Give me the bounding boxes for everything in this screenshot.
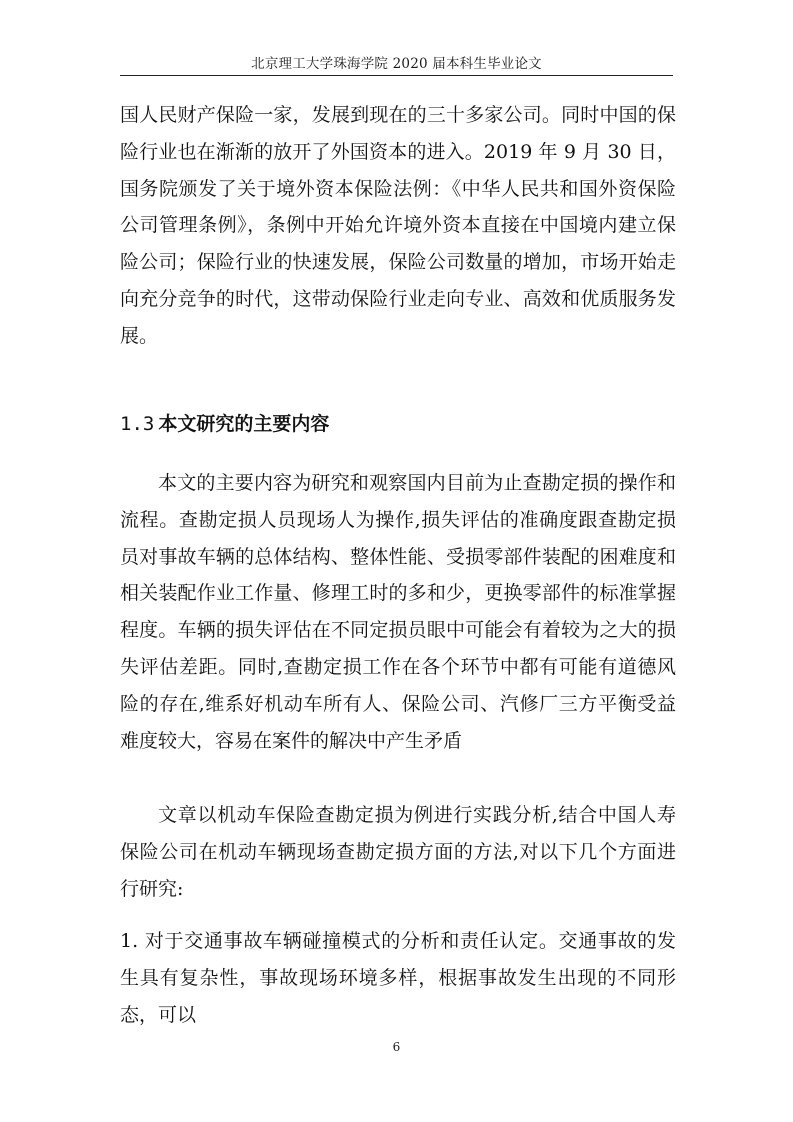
paragraph-method: 文章以机动车保险查勘定损为例进行实践分析,结合中国人寿保险公司在机动车辆现场查勘定损方面的方法,对以下几个方面进行研究: bbox=[120, 804, 676, 900]
page-number: 6 bbox=[392, 1040, 401, 1054]
section-title: 本文研究的主要内容 bbox=[158, 413, 330, 435]
section-number: 1.3 bbox=[120, 413, 155, 435]
page-header: 北京理工大学珠海学院 2020 届本科生毕业论文 bbox=[251, 56, 542, 72]
paragraph-list-item-1: 1. 对于交通事故车辆碰撞模式的分析和责任认定。交通事故的发生具有复杂性，事故现场环境多样，根据事故发生出现的不同形态，可以 bbox=[120, 930, 676, 1026]
paragraph-insurance-history: 国人民财产保险一家，发展到现在的三十多家公司。同时中国的保险行业也在渐渐的放开了外国资本的进入。2019 年 9 月 30 日，国务院颁发了关于境外资本保险法例：《中华人民共和国外资保险公司管理条例》，条例中开始允许境外资本直接在中国境内建立保险公司；保险行业的快速发展，保险公司数量的增加，市场开始走向充分竞争的时代，这带动保险行业走向专业、高效和优质服务发展。 bbox=[120, 104, 676, 347]
paragraph-main-content: 本文的主要内容为研究和观察国内目前为止查勘定损的操作和流程。查勘定损人员现场人为操作,损失评估的准确度跟查勘定损员对事故车辆的总体结构、整体性能、受损零部件装配的困难度和相关装配作业工作量、修理工时的多和少，更换零部件的标准掌握程度。车辆的损失评估在不同定损员眼中可能会有着较为之大的损失评估差距。同时,查勘定损工作在各个环节中都有可能有道德风险的存在,维系好机动车所有人、保险公司、汽修厂三方平衡受益难度较大，容易在案件的解决中产生矛盾 bbox=[120, 472, 676, 752]
section-heading bbox=[120, 406, 329, 443]
header-divider bbox=[120, 75, 673, 76]
